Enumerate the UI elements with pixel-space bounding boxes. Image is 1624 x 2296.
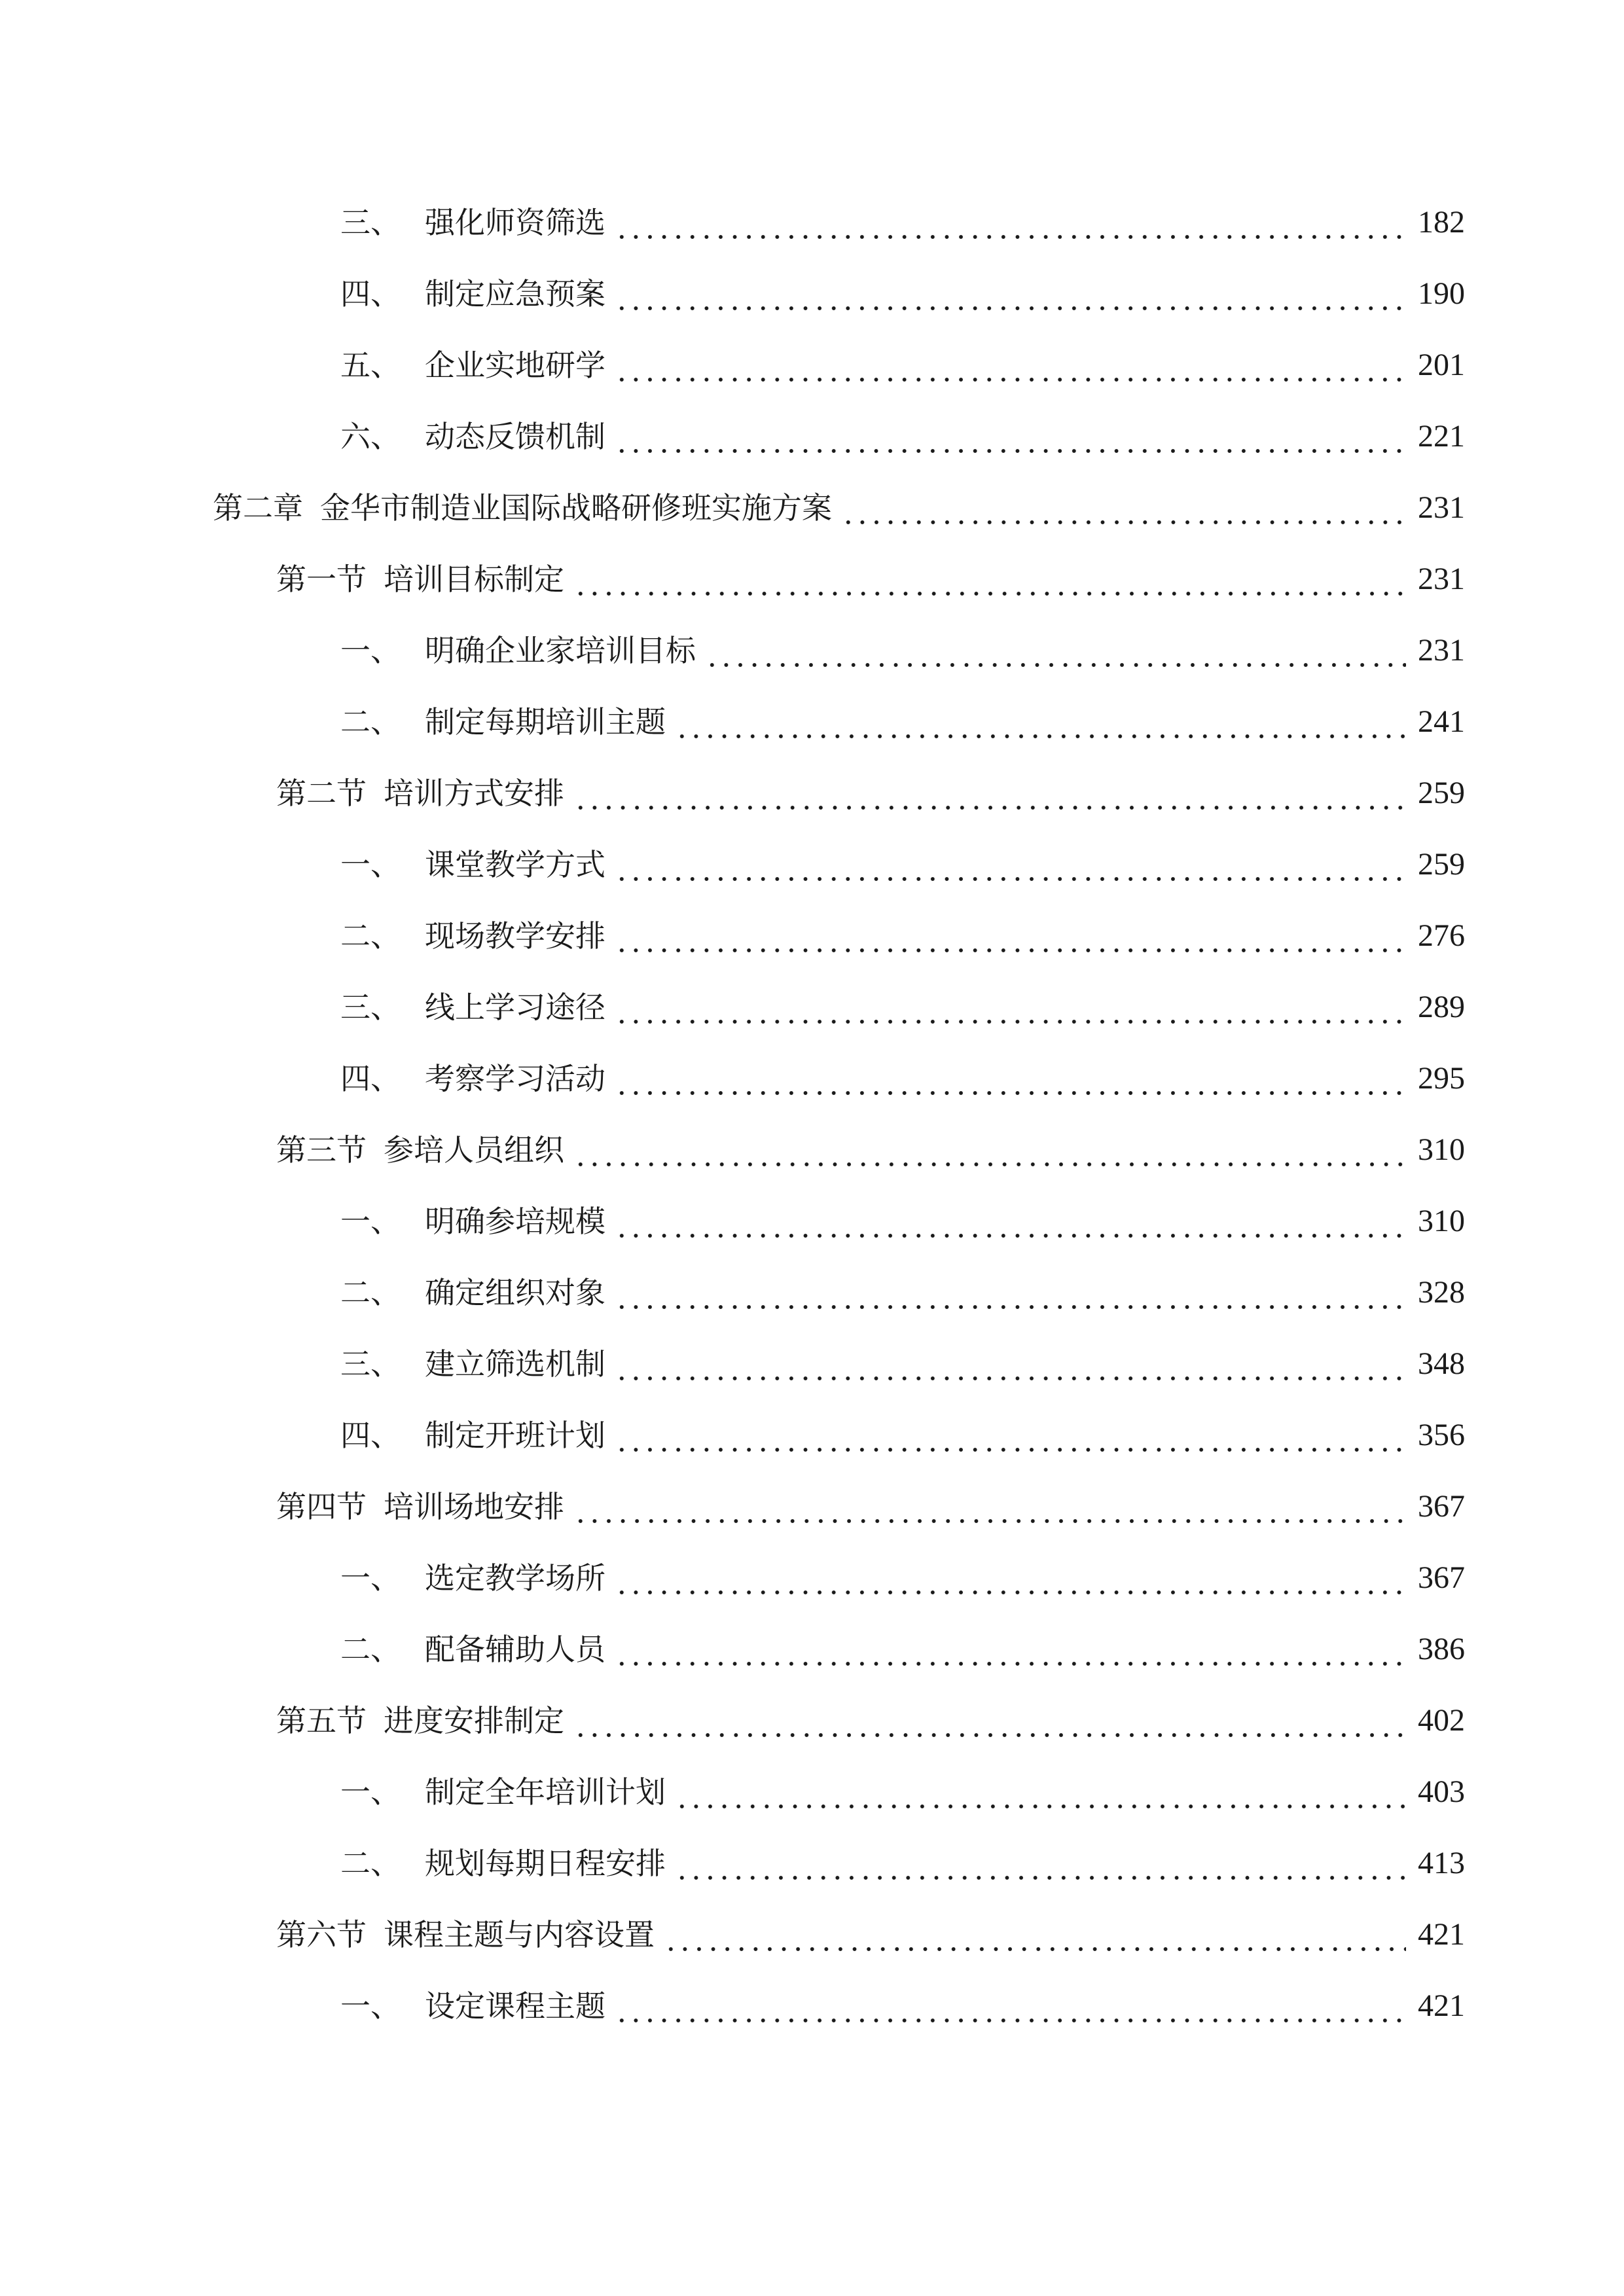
toc-entry-number: 五、 (340, 348, 401, 383)
toc-entry-page-number: 402 (1418, 1703, 1465, 1738)
toc-entry-page-number: 310 (1418, 1132, 1465, 1167)
toc-entry-page-number: 367 (1418, 1489, 1465, 1524)
toc-entry[interactable] (340, 975, 1465, 1027)
dot-leader (705, 631, 1406, 670)
dot-leader (615, 274, 1406, 314)
dot-leader (615, 1416, 1406, 1455)
toc-entry-number: 第四节 (276, 1489, 367, 1524)
toc-entry-title: 线上学习途径 (425, 990, 605, 1025)
toc-entry-page-number: 413 (1418, 1846, 1465, 1880)
toc-entry-page-number: 289 (1418, 990, 1465, 1024)
toc-section-entry[interactable] (276, 1474, 1465, 1526)
toc-entry-number: 第二章 (213, 490, 303, 526)
toc-entry-title: 配备辅助人员 (425, 1632, 605, 1667)
dot-leader (615, 346, 1406, 385)
toc-entry[interactable] (340, 1189, 1465, 1241)
toc-entry-title: 制定应急预案 (425, 276, 605, 312)
toc-entry-number: 一、 (340, 1204, 401, 1239)
toc-entry-page-number: 182 (1418, 205, 1465, 240)
toc-entry-page-number: 241 (1418, 704, 1465, 739)
toc-entry[interactable] (340, 332, 1465, 385)
toc-entry-title: 明确参培规模 (425, 1204, 605, 1239)
toc-entry[interactable] (340, 1403, 1465, 1455)
toc-entry-number: 二、 (340, 704, 401, 740)
toc-entry-title: 设定课程主题 (425, 1988, 605, 2024)
dot-leader (573, 1701, 1406, 1740)
toc-entry-title: 进度安排制定 (384, 1703, 564, 1738)
dot-leader (615, 1630, 1406, 1669)
toc-section-entry[interactable] (276, 1902, 1465, 1954)
toc-entry-page-number: 367 (1418, 1560, 1465, 1595)
toc-section-entry[interactable] (276, 1117, 1465, 1170)
toc-entry-page-number: 295 (1418, 1061, 1465, 1096)
toc-entry-title: 现场教学安排 (425, 918, 605, 954)
toc-section-entry[interactable] (276, 1688, 1465, 1740)
toc-entry-number: 二、 (340, 918, 401, 954)
toc-entry[interactable] (340, 689, 1465, 742)
toc-chapter-entry[interactable] (213, 475, 1465, 528)
toc-entry-number: 三、 (340, 1346, 401, 1382)
dot-leader (615, 1202, 1406, 1241)
toc-section-entry[interactable] (276, 547, 1465, 599)
toc-entry-title: 培训目标制定 (384, 562, 564, 597)
toc-entry-page-number: 421 (1418, 1917, 1465, 1952)
toc-entry-title: 动态反馈机制 (425, 419, 605, 454)
dot-leader (675, 1772, 1406, 1812)
toc-section-entry[interactable] (276, 761, 1465, 813)
toc-entry-title: 选定教学场所 (425, 1560, 605, 1596)
dot-leader (615, 845, 1406, 884)
toc-entry-number: 一、 (340, 633, 401, 668)
toc-entry-page-number: 310 (1418, 1204, 1465, 1238)
dot-leader (664, 1915, 1406, 1954)
toc-entry-page-number: 190 (1418, 276, 1465, 311)
toc-entry-number: 第六节 (276, 1917, 367, 1952)
toc-entry[interactable] (340, 618, 1465, 670)
toc-entry-page-number: 231 (1418, 490, 1465, 525)
toc-entry[interactable] (340, 1831, 1465, 1883)
toc-entry-title: 培训方式安排 (384, 776, 564, 811)
toc-entry[interactable] (340, 261, 1465, 314)
toc-entry-number: 二、 (340, 1846, 401, 1881)
toc-entry-number: 四、 (340, 276, 401, 312)
toc-entry[interactable] (340, 1759, 1465, 1812)
toc-entry[interactable] (340, 1331, 1465, 1384)
dot-leader (615, 1273, 1406, 1312)
toc-entry-title: 培训场地安排 (384, 1489, 564, 1524)
toc-entry-title: 考察学习活动 (425, 1061, 605, 1096)
dot-leader (675, 702, 1406, 742)
toc-entry-page-number: 328 (1418, 1275, 1465, 1310)
toc-entry[interactable] (340, 1617, 1465, 1669)
toc-entry[interactable] (340, 1046, 1465, 1098)
toc-entry-number: 一、 (340, 847, 401, 882)
dot-leader (615, 916, 1406, 956)
dot-leader (615, 417, 1406, 456)
dot-leader (573, 1130, 1406, 1170)
toc-entry-number: 六、 (340, 419, 401, 454)
toc-entry-page-number: 421 (1418, 1988, 1465, 2023)
dot-leader (615, 1059, 1406, 1098)
toc-entry[interactable] (340, 903, 1465, 956)
toc-entry[interactable] (340, 190, 1465, 242)
toc-entry-number: 四、 (340, 1418, 401, 1453)
toc-entry-page-number: 386 (1418, 1632, 1465, 1666)
toc-entry-title: 课程主题与内容设置 (384, 1917, 655, 1952)
toc-entry-page-number: 276 (1418, 918, 1465, 953)
dot-leader (573, 1487, 1406, 1526)
toc-entry-page-number: 231 (1418, 633, 1465, 668)
toc-entry-title: 企业实地研学 (425, 348, 605, 383)
toc-entry-number: 一、 (340, 1560, 401, 1596)
toc-entry-title: 制定开班计划 (425, 1418, 605, 1453)
toc-entry-title: 课堂教学方式 (425, 847, 605, 882)
dot-leader (615, 1986, 1406, 2026)
toc-entry-number: 第三节 (276, 1132, 367, 1168)
toc-entry-page-number: 259 (1418, 776, 1465, 810)
toc-entry-page-number: 348 (1418, 1346, 1465, 1381)
toc-entry-page-number: 221 (1418, 419, 1465, 454)
toc-entry-title: 金华市制造业国际战略研修班实施方案 (320, 490, 832, 526)
toc-entry[interactable] (340, 1545, 1465, 1598)
dot-leader (841, 488, 1406, 528)
toc-entry[interactable] (340, 832, 1465, 884)
toc-entry-title: 建立筛选机制 (425, 1346, 605, 1382)
dot-leader (615, 1344, 1406, 1384)
dot-leader (615, 988, 1406, 1027)
toc-entry-page-number: 403 (1418, 1774, 1465, 1809)
toc-entry-title: 参培人员组织 (384, 1132, 564, 1168)
toc-entry-title: 确定组织对象 (425, 1275, 605, 1310)
toc-entry[interactable] (340, 404, 1465, 456)
toc-entry-number: 第一节 (276, 562, 367, 597)
toc-entry[interactable] (340, 1260, 1465, 1312)
toc-entry-title: 制定每期培训主题 (425, 704, 666, 740)
toc-entry-page-number: 259 (1418, 847, 1465, 882)
toc-entry-number: 二、 (340, 1632, 401, 1667)
toc-entry-number: 三、 (340, 205, 401, 240)
toc-entry-title: 明确企业家培训目标 (425, 633, 696, 668)
dot-leader (675, 1844, 1406, 1883)
toc-entry-page-number: 231 (1418, 562, 1465, 596)
toc-entry-title: 制定全年培训计划 (425, 1774, 666, 1810)
toc-entry-title: 规划每期日程安排 (425, 1846, 666, 1881)
toc-entry-number: 一、 (340, 1774, 401, 1810)
toc-entry-number: 第五节 (276, 1703, 367, 1738)
dot-leader (615, 203, 1406, 242)
toc-entry-page-number: 356 (1418, 1418, 1465, 1452)
toc-entry-number: 四、 (340, 1061, 401, 1096)
toc-entry-number: 三、 (340, 990, 401, 1025)
dot-leader (615, 1558, 1406, 1598)
toc-entry-number: 二、 (340, 1275, 401, 1310)
toc-entry-number: 第二节 (276, 776, 367, 811)
dot-leader (573, 560, 1406, 599)
toc-entry-number: 一、 (340, 1988, 401, 2024)
toc-entry-page-number: 201 (1418, 348, 1465, 382)
toc-entry[interactable] (340, 1973, 1465, 2026)
toc-entry-title: 强化师资筛选 (425, 205, 605, 240)
dot-leader (573, 774, 1406, 813)
